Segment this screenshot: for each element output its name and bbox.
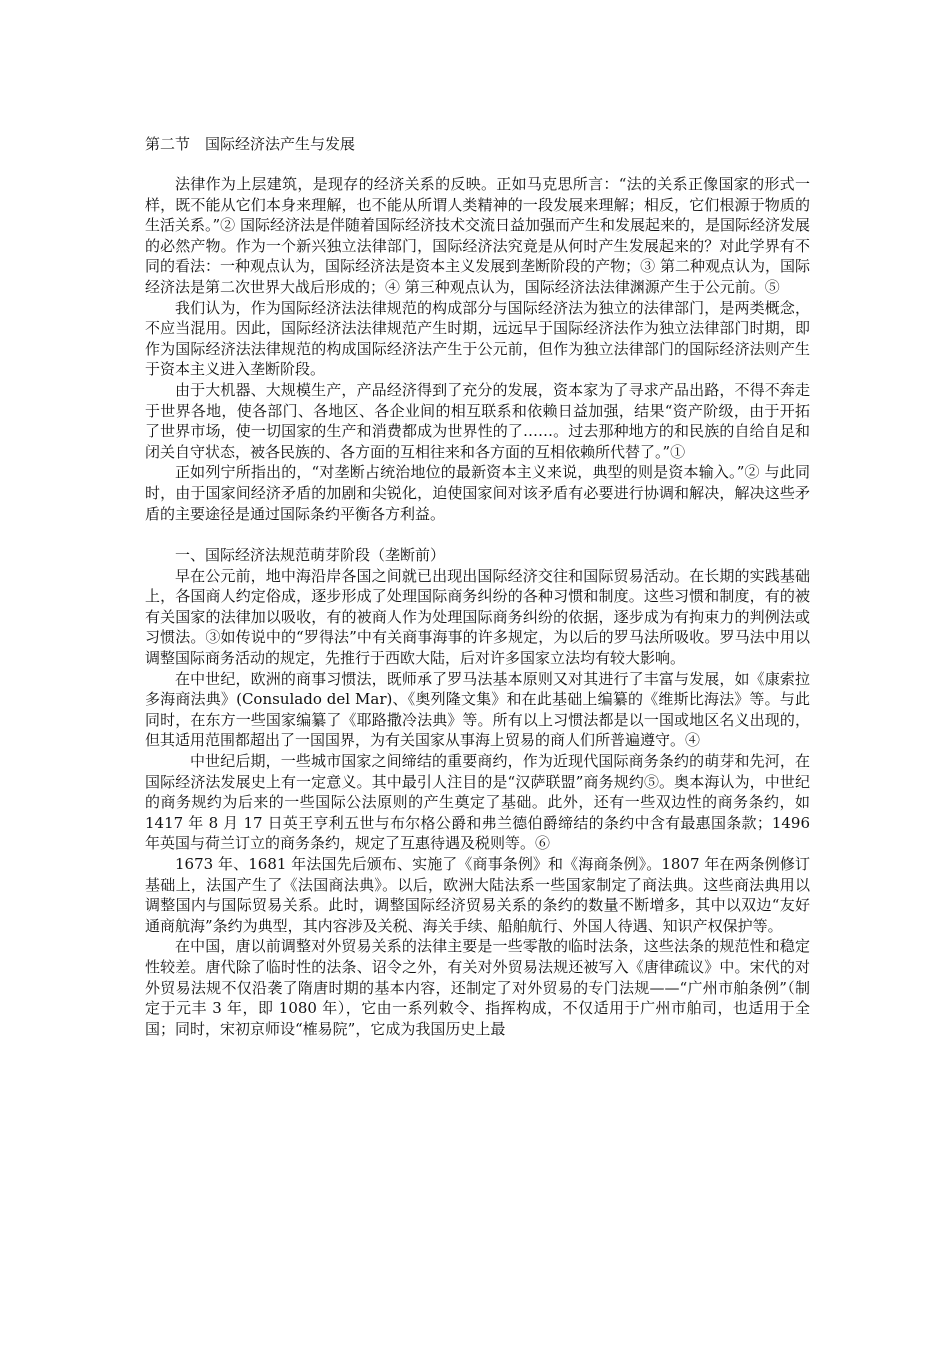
document-body (145, 133, 810, 1039)
paragraph-9: 在中国，唐以前调整对外贸易关系的法律主要是一些零散的临时法条，这些法条的规范性和稳定性较差。唐代除了临时性的法条、诏令之外，有关对外贸易法规还被写入《唐律疏议》中。宋代的对外贸易法规不仅沿袭了隋唐时期的基本内容，还制定了对外贸易的专门法规——“广州市舶条例”（制定于元丰 3 年，即 1080 年），它由一系列敕令、指挥构成，不仅适用于广州市舶司，也适用于全国；同时，宋初京师设“榷易院”，它成为我国历史上最 (145, 937, 810, 1038)
paragraph-4: 正如列宁所指出的，“对垄断占统治地位的最新资本主义来说，典型的则是资本输入。”② 与此同时，由于国家间经济矛盾的加剧和尖锐化，迫使国家间对该矛盾有必要进行协调和解决，解决这些矛盾的主要途径是通过国际条约平衡各方利益。 (145, 463, 810, 523)
paragraph-3: 由于大机器、大规模生产，产品经济得到了充分的发展，资本家为了寻求产品出路，不得不奔走于世界各地，使各部门、各地区、各企业间的相互联系和依赖日益加强，结果“资产阶级，由于开拓了世界市场，使一切国家的生产和消费都成为世界性的了……。过去那种地方的和民族的自给自足和闭关自守状态，被各民族的、各方面的互相往来和各方面的互相依赖所代替了。”① (145, 380, 810, 461)
paragraph-8: 1673 年、1681 年法国先后颁布、实施了《商事条例》和《海商条例》。1807 年在两条例修订基础上，法国产生了《法国商法典》。以后，欧洲大陆法系一些国家制定了商法典。这些商法典用以调整国内与国际贸易关系。此时，调整国际经济贸易关系的条约的数量不断增多，其中以双边“友好通商航海”条约为典型，其内容涉及关税、海关手续、船舶航行、外国人待遇、知识产权保护等。 (145, 855, 810, 935)
paragraph-6: 在中世纪，欧洲的商事习惯法，既师承了罗马法基本原则又对其进行了丰富与发展，如《康索拉多海商法典》(Consulado del Mar)、《奥列隆文集》和在此基础上编纂的《维斯比海法》等。与此同时，在东方一些国家编纂了《耶路撒冷法典》等。所有以上习惯法都是以一国或地区名义出现的，但其适用范围都超出了一国国界，为有关国家从事海上贸易的商人们所普遍遵守。④ (145, 669, 810, 750)
section-title: 第二节 国际经济法产生与发展 (145, 135, 356, 153)
subsection-heading: 一、国际经济法规范萌芽阶段（垄断前） (175, 546, 446, 565)
paragraph-2: 我们认为，作为国际经济法法律规范的构成部分与国际经济法为独立的法律部门，是两类概念，不应当混用。因此，国际经济法法律规范产生时期，远远早于国际经济法作为独立法律部门时期，即作为国际经济法法律规范的构成国际经济法产生于公元前，但作为独立法律部门的国际经济法则产生于资本主义进入垄断阶段。 (145, 298, 810, 379)
paragraph-5: 早在公元前，地中海沿岸各国之间就已出现出国际经济交往和国际贸易活动。在长期的实践基础上，各国商人约定俗成，逐步形成了处理国际商务纠纷的各种习惯和制度。这些习惯和制度，有的被有关国家的法律加以吸收，有的被商人作为处理国际商务纠纷的依据，逐步成为有拘束力的判例法或习惯法。③如传说中的“罗得法”中有关商事海事的许多规定，为以后的罗马法所吸收。罗马法中用以调整国际商务活动的规定，先推行于西欧大陆，后对许多国家立法均有较大影响。 (145, 566, 810, 668)
paragraph-1: 法律作为上层建筑，是现存的经济关系的反映。正如马克思所言：“法的关系正像国家的形式一样，既不能从它们本身来理解，也不能从所谓人类精神的一段发展来理解；相反，它们根源于物质的生活关系。”② 国际经济法是伴随着国际经济技术交流日益加强而产生和发展起来的，是国际经济发展的必然产物。作为一个新兴独立法律部门，国际经济法究竟是从何时产生发展起来的？对此学界有不同的看法：一种观点认为，国际经济法是资本主义发展到垄断阶段的产物；③ 第二种观点认为，国际经济法是第二次世界大战后形成的；④ 第三种观点认为，国际经济法法律渊源产生于公元前。⑤ (145, 175, 810, 296)
paragraph-7: 中世纪后期，一些城市国家之间缔结的重要商约，作为近现代国际商务条约的萌芽和先河，在国际经济法发展史上有一定意义。其中最引人注目的是“汉萨联盟”商务规约⑤。奥本海认为，中世纪的商务规约为后来的一些国际公法原则的产生奠定了基础。此外，还有一些双边性的商务条约，如 1417 年 8 月 17 日英王亨利五世与布尔格公爵和弗兰德伯爵缔结的条约中含有最惠国条款；1496 年英国与荷兰订立的商务条约，规定了互惠待遇及税则等。⑥ (145, 752, 810, 853)
